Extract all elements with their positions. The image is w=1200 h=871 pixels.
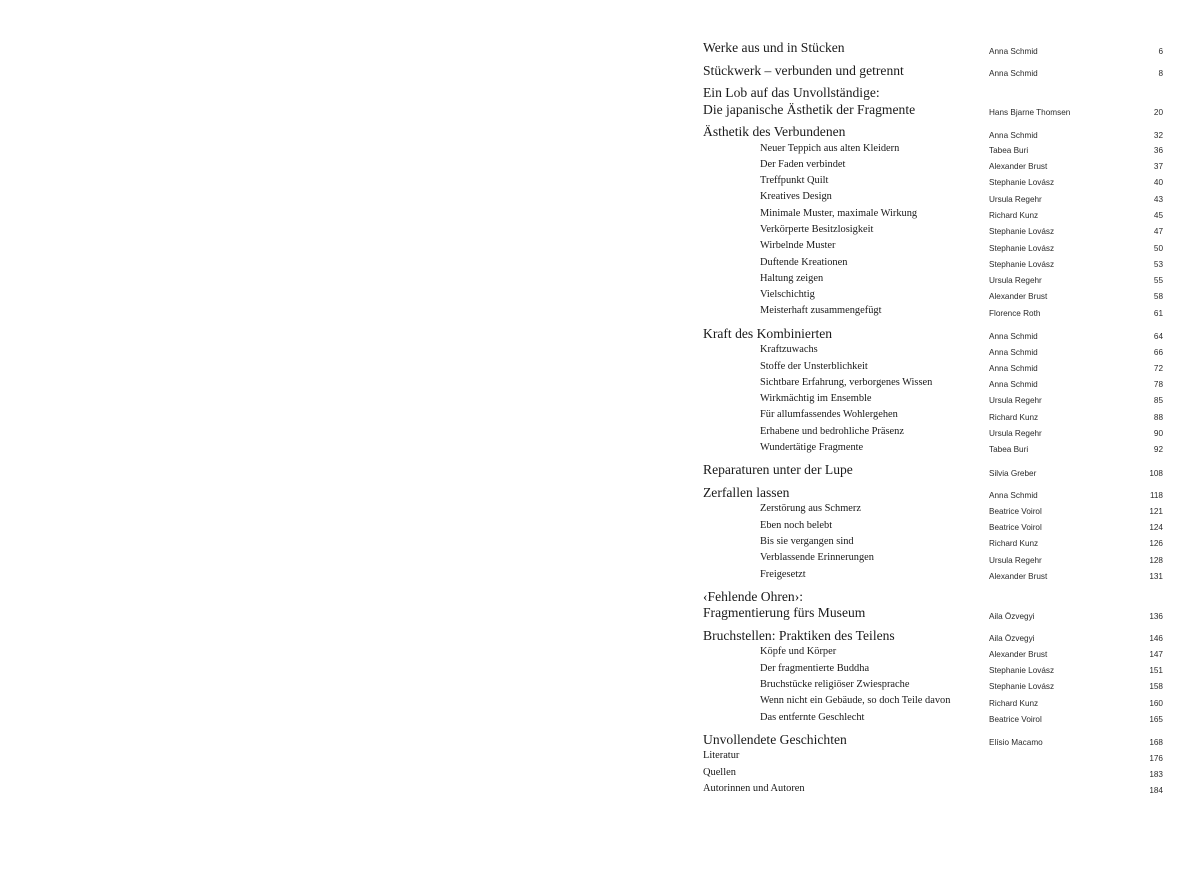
toc-entry-page-number: 43 <box>1153 194 1163 204</box>
toc-subsection-entry <box>703 238 1163 254</box>
toc-entry-page-number: 32 <box>1153 130 1163 140</box>
toc-entry-title: Ästhetik des Verbundenen <box>703 124 846 139</box>
toc-section-entry <box>703 63 1163 80</box>
toc-entry-author: Stephanie Lovász <box>989 243 1055 253</box>
toc-section-entry <box>703 732 1163 749</box>
toc-entry-title: Vielschichtig <box>760 289 815 301</box>
toc-entry-page-number: 40 <box>1153 178 1163 188</box>
toc-entry-page-number: 176 <box>1149 753 1163 763</box>
toc-entry-page-number: 85 <box>1153 396 1163 406</box>
toc-entry-author: Stephanie Lovász <box>989 682 1055 692</box>
toc-entry-page-number: 72 <box>1153 363 1163 373</box>
toc-entry-title: Wundertätige Fragmente <box>760 442 864 454</box>
toc-entry-title: ‹Fehlende Ohren›: Fragmentierung fürs Museum <box>703 588 866 621</box>
toc-entry-title: Quellen <box>703 766 736 778</box>
toc-subsection-entry <box>703 440 1163 456</box>
toc-entry-page-number: 45 <box>1153 210 1163 220</box>
toc-entry-title: Sichtbare Erfahrung, verborgenes Wissen <box>760 376 933 388</box>
toc-entry-author: Anna Schmid <box>989 332 1038 342</box>
toc-subsection-entry <box>703 407 1163 423</box>
toc-entry-page-number: 146 <box>1149 634 1163 644</box>
toc-entry-title: Wirbelnde Muster <box>760 240 836 252</box>
toc-entry-page-number: 168 <box>1149 738 1163 748</box>
toc-section-entry <box>703 462 1163 479</box>
toc-subsection-entry <box>703 255 1163 271</box>
toc-entry-page-number: 6 <box>1158 46 1163 56</box>
toc-subsection-entry <box>703 644 1163 660</box>
toc-entry-page-number: 50 <box>1153 243 1163 253</box>
toc-subsection-entry <box>703 391 1163 407</box>
toc-subsection-entry <box>703 518 1163 534</box>
toc-entry-title: Wirkmächtig im Ensemble <box>760 393 872 405</box>
toc-entry-author: Aila Özvegyi <box>989 611 1035 621</box>
toc-entry-title: Meisterhaft zusammengefügt <box>760 305 882 317</box>
toc-subsection-entry <box>703 661 1163 677</box>
toc-section-entry <box>703 326 1163 343</box>
toc-entry-page-number: 55 <box>1153 276 1163 286</box>
toc-backmatter-entry <box>703 765 1163 781</box>
toc-entry-author: Anna Schmid <box>989 380 1038 390</box>
toc-subsection-entry <box>703 567 1163 583</box>
toc-entry-title: Bruchstücke religiöser Zwiesprache <box>760 678 910 690</box>
toc-subsection-entry <box>703 501 1163 517</box>
toc-entry-author: Ursula Regehr <box>989 276 1042 286</box>
toc-entry-title: Kraftzuwachs <box>760 344 818 356</box>
toc-subsection-entry <box>703 693 1163 709</box>
toc-section-entry <box>703 485 1163 502</box>
toc-entry-page-number: 108 <box>1149 468 1163 478</box>
toc-entry-page-number: 131 <box>1149 571 1163 581</box>
toc-entry-author: Alexander Brust <box>989 162 1048 172</box>
toc-entry-author: Anna Schmid <box>989 363 1038 373</box>
toc-backmatter-entry <box>703 748 1163 764</box>
toc-entry-page-number: 183 <box>1149 769 1163 779</box>
toc-entry-title: Das entfernte Geschlecht <box>760 711 865 723</box>
toc-entry-title: Verkörperte Besitzlosigkeit <box>760 223 874 235</box>
toc-entry-author: Ursula Regehr <box>989 194 1042 204</box>
toc-section-entry <box>703 628 1163 645</box>
toc-subsection-entry <box>703 206 1163 222</box>
toc-entry-title: Stoffe der Unsterblichkeit <box>760 360 868 372</box>
toc-entry-title: Für allumfassendes Wohlergehen <box>760 409 898 421</box>
toc-entry-page-number: 47 <box>1153 227 1163 237</box>
toc-entry-title: Duftende Kreationen <box>760 256 848 268</box>
toc-entry-title: Ein Lob auf das Unvollständige: Die japanische Ästhetik der Fragmente <box>703 85 916 117</box>
toc-entry-page-number: 158 <box>1149 682 1163 692</box>
toc-entry-page-number: 118 <box>1149 491 1163 501</box>
toc-subsection-entry <box>703 271 1163 287</box>
toc-entry-page-number: 128 <box>1149 555 1163 565</box>
toc-entry-author: Beatrice Voirol <box>989 522 1042 532</box>
toc-entry-title: Literatur <box>703 750 740 762</box>
toc-entry-author: Elísio Macamo <box>989 738 1043 748</box>
toc-entry-title: Reparaturen unter der Lupe <box>703 462 853 478</box>
toc-entry-author: Florence Roth <box>989 308 1041 318</box>
toc-entry-author: Stephanie Lovász <box>989 665 1055 675</box>
toc-entry-title: Wenn nicht ein Gebäude, so doch Teile davon <box>760 695 951 707</box>
toc-entry-page-number: 20 <box>1153 108 1163 117</box>
toc-entry-title: Autorinnen und Autoren <box>703 782 805 794</box>
toc-entry-author: Richard Kunz <box>989 698 1039 708</box>
toc-entry-author: Richard Kunz <box>989 210 1039 220</box>
toc-section-entry <box>703 85 1163 118</box>
toc-entry-page-number: 37 <box>1153 162 1163 172</box>
toc-subsection-entry <box>703 534 1163 550</box>
toc-entry-page-number: 64 <box>1153 332 1163 342</box>
table-of-contents <box>703 40 1163 797</box>
toc-entry-author: Alexander Brust <box>989 292 1048 302</box>
toc-entry-title: Haltung zeigen <box>760 272 824 284</box>
toc-entry-page-number: 92 <box>1153 445 1163 455</box>
toc-entry-author: Beatrice Voirol <box>989 714 1042 724</box>
toc-entry-author: Anna Schmid <box>989 46 1038 56</box>
toc-entry-title: Kreatives Design <box>760 191 832 203</box>
toc-subsection-entry <box>703 375 1163 391</box>
toc-subsection-entry <box>703 677 1163 693</box>
toc-entry-page-number: 36 <box>1153 145 1163 155</box>
toc-entry-page-number: 78 <box>1153 380 1163 390</box>
toc-subsection-entry <box>703 173 1163 189</box>
toc-entry-author: Alexander Brust <box>989 649 1048 659</box>
toc-entry-page-number: 58 <box>1153 292 1163 302</box>
toc-entry-page-number: 160 <box>1149 698 1163 708</box>
toc-subsection-entry <box>703 157 1163 173</box>
toc-entry-author: Stephanie Lovász <box>989 178 1055 188</box>
toc-entry-author: Ursula Regehr <box>989 429 1042 439</box>
toc-entry-title: Minimale Muster, maximale Wirkung <box>760 207 918 219</box>
toc-entry-page-number: 151 <box>1149 665 1163 675</box>
toc-entry-author: Anna Schmid <box>989 347 1038 357</box>
toc-entry-author: Richard Kunz <box>989 539 1039 549</box>
toc-entry-page-number: 121 <box>1149 506 1163 516</box>
toc-entry-page-number: 124 <box>1149 522 1163 532</box>
toc-entry-author: Anna Schmid <box>989 130 1038 140</box>
toc-entry-author: Stephanie Lovász <box>989 259 1055 269</box>
toc-entry-title: Der fragmentierte Buddha <box>760 662 870 674</box>
toc-entry-page-number: 126 <box>1149 539 1163 549</box>
toc-entry-title: Stückwerk – verbunden und getrennt <box>703 62 904 78</box>
toc-entry-page-number: 184 <box>1149 786 1163 796</box>
toc-entry-title: Unvollendete Geschichten <box>703 731 847 747</box>
toc-subsection-entry <box>703 189 1163 205</box>
toc-subsection-entry <box>703 141 1163 157</box>
toc-entry-title: Freigesetzt <box>760 568 806 580</box>
toc-entry-page-number: 90 <box>1153 429 1163 439</box>
toc-subsection-entry <box>703 424 1163 440</box>
toc-entry-page-number: 147 <box>1149 649 1163 659</box>
toc-entry-title: Neuer Teppich aus alten Kleidern <box>760 142 900 154</box>
toc-subsection-entry <box>703 222 1163 238</box>
toc-entry-author: Silvia Greber <box>989 468 1037 478</box>
toc-entry-page-number: 53 <box>1153 259 1163 269</box>
toc-entry-author: Alexander Brust <box>989 571 1048 581</box>
toc-section-entry <box>703 40 1163 57</box>
toc-entry-author: Anna Schmid <box>989 69 1038 78</box>
toc-subsection-entry <box>703 303 1163 319</box>
toc-entry-title: Eben noch belebt <box>760 519 833 531</box>
toc-section-entry <box>703 589 1163 622</box>
toc-entry-title: Werke aus und in Stücken <box>703 40 845 55</box>
toc-entry-author: Ursula Regehr <box>989 396 1042 406</box>
toc-entry-title: Köpfe und Körper <box>760 646 837 658</box>
toc-entry-title: Bis sie vergangen sind <box>760 535 854 547</box>
toc-subsection-entry <box>703 342 1163 358</box>
toc-entry-author: Aila Özvegyi <box>989 634 1035 644</box>
toc-entry-author: Stephanie Lovász <box>989 227 1055 237</box>
toc-entry-page-number: 136 <box>1149 611 1163 621</box>
toc-subsection-entry <box>703 287 1163 303</box>
toc-entry-page-number: 88 <box>1153 412 1163 422</box>
toc-entry-title: Treffpunkt Quilt <box>760 175 829 187</box>
toc-entry-page-number: 61 <box>1153 308 1163 318</box>
toc-subsection-entry <box>703 359 1163 375</box>
toc-entry-author: Ursula Regehr <box>989 555 1042 565</box>
toc-entry-page-number: 66 <box>1153 347 1163 357</box>
toc-entry-author: Anna Schmid <box>989 491 1038 501</box>
toc-entry-title: Erhabene und bedrohliche Präsenz <box>760 425 904 437</box>
toc-entry-title: Zerstörung aus Schmerz <box>760 503 861 515</box>
toc-entry-title: Der Faden verbindet <box>760 158 846 170</box>
toc-entry-page-number: 8 <box>1158 69 1163 78</box>
toc-entry-author: Beatrice Voirol <box>989 506 1042 516</box>
toc-entry-title: Kraft des Kombinierten <box>703 325 833 341</box>
toc-entry-title: Zerfallen lassen <box>703 484 790 500</box>
toc-entry-author: Richard Kunz <box>989 412 1039 422</box>
toc-subsection-entry <box>703 710 1163 726</box>
toc-entry-author: Tabea Buri <box>989 445 1029 455</box>
toc-backmatter-entry <box>703 781 1163 797</box>
toc-entry-author: Hans Bjarne Thomsen <box>989 108 1071 117</box>
toc-entry-title: Verblassende Erinnerungen <box>760 552 874 564</box>
toc-entry-title: Bruchstellen: Praktiken des Teilens <box>703 627 895 643</box>
toc-entry-page-number: 165 <box>1149 714 1163 724</box>
toc-subsection-entry <box>703 550 1163 566</box>
toc-section-entry <box>703 124 1163 141</box>
toc-entry-author: Tabea Buri <box>989 145 1029 155</box>
